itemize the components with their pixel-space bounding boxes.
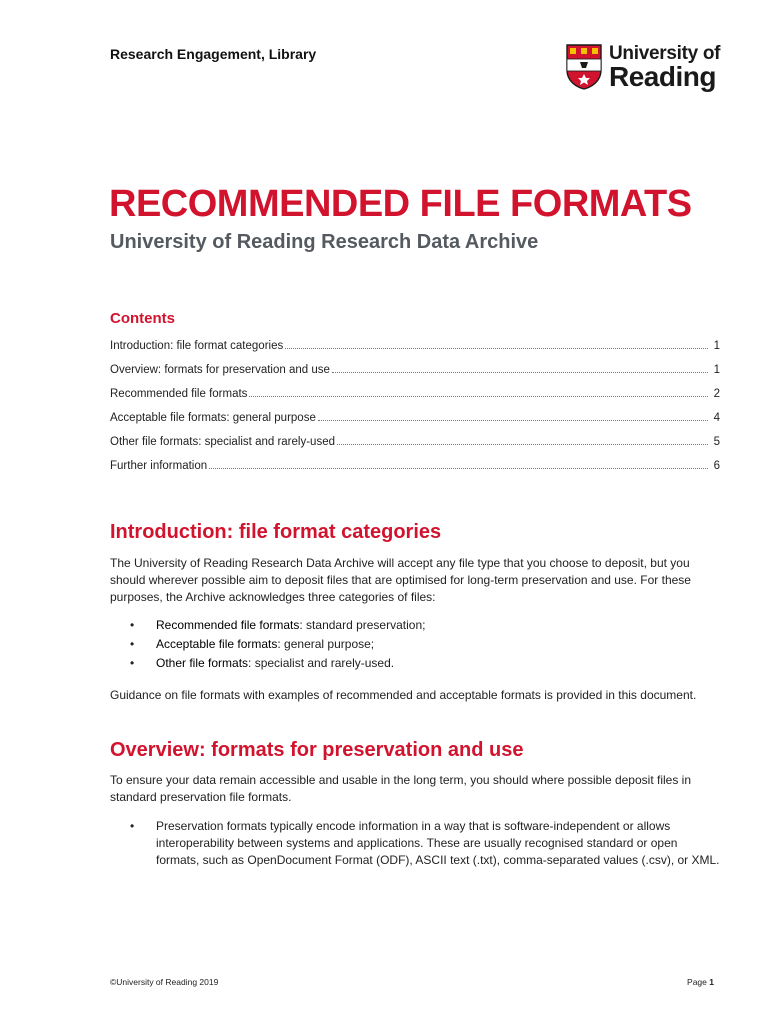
- intro-closing-paragraph: Guidance on file formats with examples of recommended and acceptable formats is provided in this document.: [110, 688, 697, 702]
- toc-leader: [337, 443, 708, 445]
- bullet-icon: •: [130, 637, 135, 651]
- page-number: 1: [709, 977, 714, 987]
- document-subtitle: University of Reading Research Data Archive: [110, 231, 539, 253]
- logo-text-line2: Reading: [609, 61, 716, 92]
- bullet-desc: : specialist and rarely-used.: [248, 656, 395, 670]
- list-item: [130, 818, 720, 869]
- toc-entry[interactable]: [110, 412, 720, 436]
- toc-entry-page: 5: [713, 436, 720, 448]
- list-item: [130, 616, 720, 635]
- toc-entry[interactable]: [110, 340, 720, 364]
- toc-entry[interactable]: [110, 388, 720, 412]
- toc-entry-label: Introduction: file format categories: [110, 340, 284, 352]
- toc-entry[interactable]: [110, 460, 720, 484]
- university-logo: [566, 43, 726, 95]
- toc-leader: [285, 347, 707, 349]
- bullet-term: Recommended file formats: [156, 618, 300, 632]
- overview-bullet-list: [130, 818, 720, 869]
- contents-heading: Contents: [110, 310, 175, 327]
- list-item: [130, 654, 720, 673]
- overview-heading: Overview: formats for preservation and use: [110, 739, 524, 761]
- table-of-contents: [110, 340, 720, 484]
- bullet-text: Preservation formats typically encode information in a way that is software-independent or allows interoperability between systems and applications. These are usually recognised standard or open formats, such as OpenDocument Format (ODF), ASCII text (.txt), comma-separated values (.csv), or XML.: [156, 819, 720, 867]
- bullet-icon: •: [130, 618, 135, 632]
- toc-leader: [249, 395, 707, 397]
- toc-entry-page: 6: [713, 460, 720, 472]
- bullet-icon: •: [130, 819, 135, 833]
- toc-entry-label: Acceptable file formats: general purpose: [110, 412, 316, 424]
- overview-paragraph: To ensure your data remain accessible and usable in the long term, you should where possible deposit files in standard preservation file formats.: [110, 773, 692, 804]
- toc-entry[interactable]: [110, 436, 720, 460]
- toc-leader: [318, 419, 708, 421]
- footer-page-number: [687, 977, 714, 987]
- bullet-icon: •: [130, 656, 135, 670]
- toc-leader: [332, 371, 708, 373]
- bullet-desc: : standard preservation;: [299, 618, 426, 632]
- toc-entry-label: Further information: [110, 460, 208, 472]
- bullet-term: Other file formats: [156, 656, 249, 670]
- document-title: RECOMMENDED FILE FORMATS: [109, 183, 692, 225]
- footer-copyright: ©University of Reading 2019: [110, 977, 219, 987]
- intro-bullet-list: [130, 616, 720, 673]
- toc-entry[interactable]: [110, 364, 720, 388]
- university-crest-icon: [566, 44, 602, 90]
- toc-entry-label: Recommended file formats: [110, 388, 248, 400]
- intro-heading: Introduction: file format categories: [110, 521, 442, 543]
- toc-entry-page: 4: [713, 412, 720, 424]
- logo-text-line1: University of: [609, 43, 721, 64]
- toc-entry-label: Overview: formats for preservation and use: [110, 364, 330, 376]
- list-item: [130, 635, 720, 654]
- toc-entry-page: 1: [713, 364, 720, 376]
- bullet-term: Acceptable file formats: [156, 637, 278, 651]
- intro-paragraph: The University of Reading Research Data Archive will accept any file type that you choose to deposit, but you should wherever possible aim to deposit files that are optimised for long-term preservation and use. For these purposes, the Archive acknowledges three categories of files:: [110, 556, 691, 604]
- toc-entry-page: 1: [713, 340, 720, 352]
- page-label: Page: [687, 977, 707, 987]
- bullet-desc: : general purpose;: [277, 637, 375, 651]
- toc-entry-label: Other file formats: specialist and rarely-used: [110, 436, 335, 448]
- toc-leader: [209, 467, 707, 469]
- toc-entry-page: 2: [713, 388, 720, 400]
- department-label: Research Engagement, Library: [110, 46, 317, 62]
